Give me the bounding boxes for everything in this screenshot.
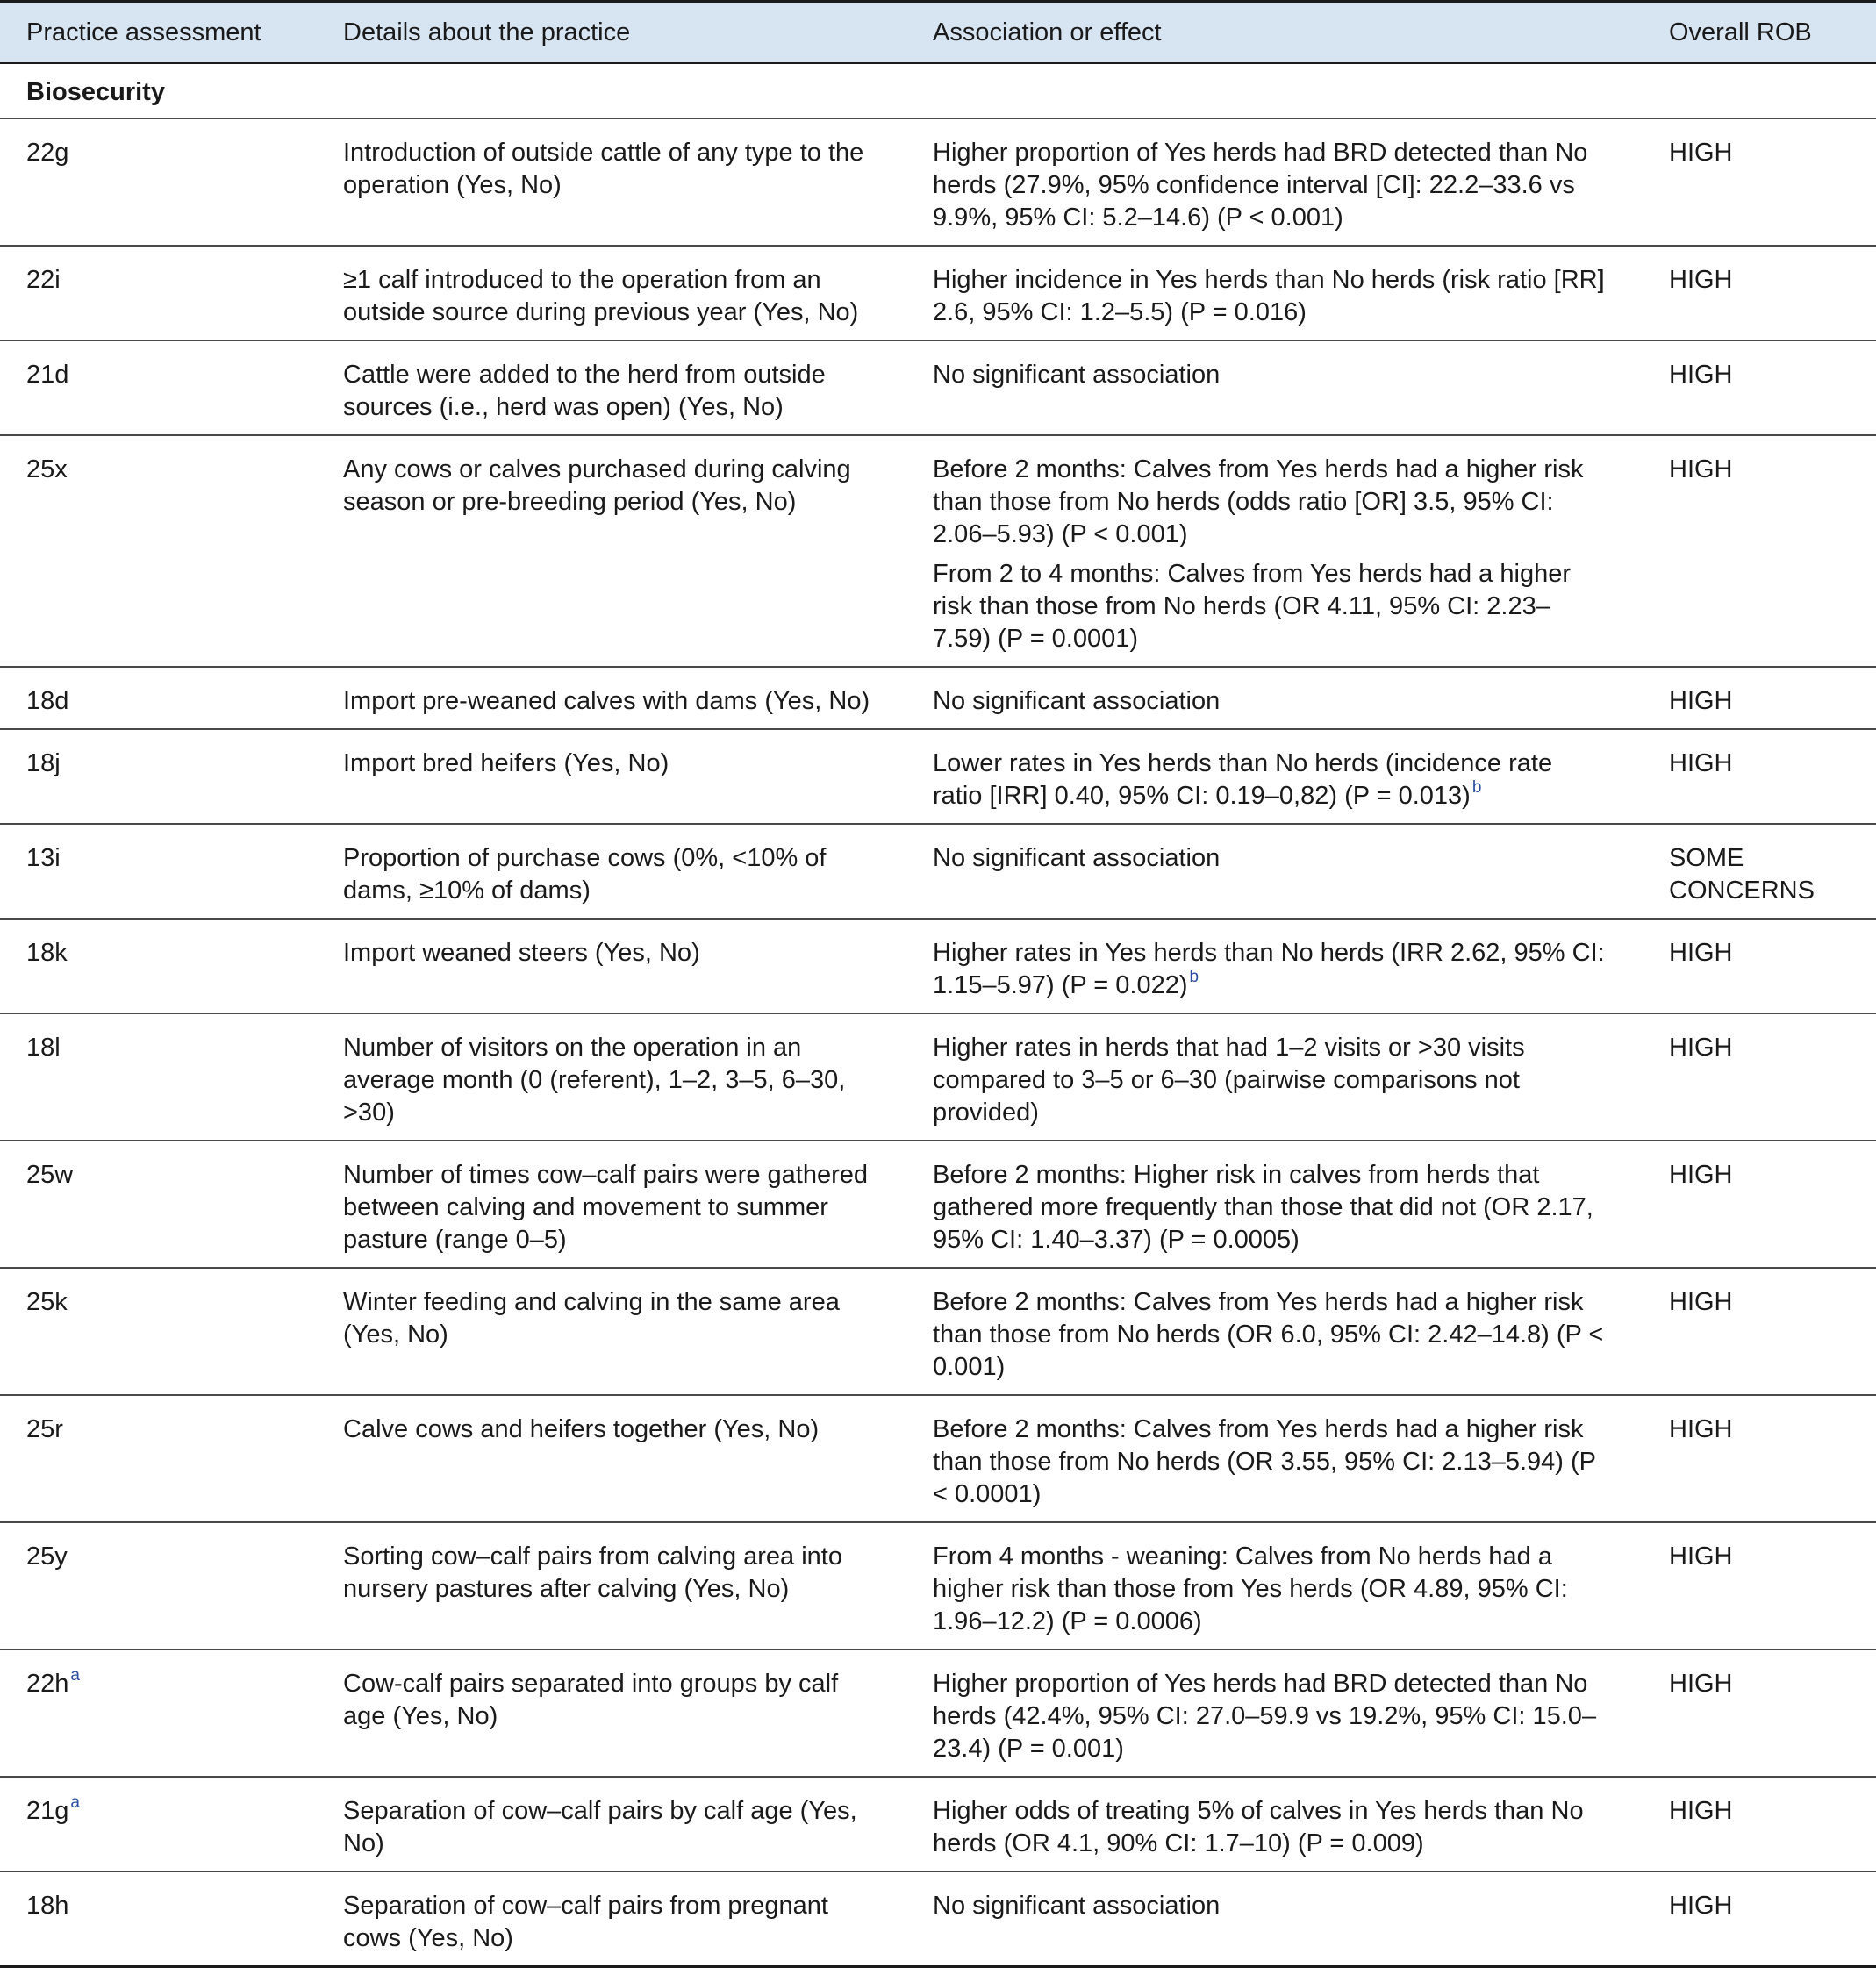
table-row xyxy=(0,340,1876,435)
table-row xyxy=(0,824,1876,919)
practice-details: Winter feeding and calving in the same area (Yes, No) xyxy=(316,1268,906,1395)
association-effect-value: Before 2 months: Calves from Yes herds had a higher risk than those from No herds (OR 3.55, 95% CI: 2.13–5.94) (P < 0.0001) xyxy=(933,1415,1596,1508)
overall-rob: HIGH xyxy=(1643,1650,1876,1777)
header-practice-assessment: Practice assessment xyxy=(0,2,316,64)
association-effect-value: Before 2 months: Calves from Yes herds had a higher risk than those from No herds (OR 6.0, 95% CI: 2.42–14.8) (P < 0.001) xyxy=(933,1288,1604,1381)
association-effect-cell xyxy=(906,1871,1643,1967)
table-row xyxy=(0,1650,1876,1777)
practice-code-cell xyxy=(0,1268,316,1395)
practice-code: 18j xyxy=(26,749,61,777)
overall-rob: HIGH xyxy=(1643,1871,1876,1967)
table-row xyxy=(0,246,1876,340)
practice-code: 25w xyxy=(26,1161,74,1189)
overall-rob: HIGH xyxy=(1643,1395,1876,1522)
association-effect-value: Higher rates in Yes herds than No herds (IRR 2.62, 95% CI: 1.15–5.97) (P = 0.022) xyxy=(933,939,1605,999)
footnote-marker: b xyxy=(1189,968,1199,987)
overall-rob: HIGH xyxy=(1643,919,1876,1013)
association-effect-value: Higher incidence in Yes herds than No herds (risk ratio [RR] 2.6, 95% CI: 1.2–5.5) (P = 0.016) xyxy=(933,266,1605,326)
overall-rob: HIGH xyxy=(1643,118,1876,246)
association-effect-text xyxy=(933,454,1607,551)
practice-code-cell xyxy=(0,340,316,435)
association-effect-text xyxy=(933,558,1607,655)
table-row xyxy=(0,1141,1876,1268)
table-row xyxy=(0,118,1876,246)
practice-details: Proportion of purchase cows (0%, <10% of dams, ≥10% of dams) xyxy=(316,824,906,919)
practice-code: 25y xyxy=(26,1542,68,1571)
practice-details: Calve cows and heifers together (Yes, No) xyxy=(316,1395,906,1522)
overall-rob: HIGH xyxy=(1643,1777,1876,1871)
practice-code: 21d xyxy=(26,361,69,389)
table-row xyxy=(0,729,1876,824)
practice-details: Import weaned steers (Yes, No) xyxy=(316,919,906,1013)
table-row xyxy=(0,919,1876,1013)
overall-rob: HIGH xyxy=(1643,340,1876,435)
practice-code: 25x xyxy=(26,455,68,483)
practice-details: Import bred heifers (Yes, No) xyxy=(316,729,906,824)
practice-code-cell xyxy=(0,1395,316,1522)
overall-rob: HIGH xyxy=(1643,1141,1876,1268)
table-header xyxy=(0,2,1876,64)
association-effect-value: No significant association xyxy=(933,687,1221,715)
table-row xyxy=(0,435,1876,667)
association-effect-value: No significant association xyxy=(933,361,1221,389)
association-effect-cell xyxy=(906,1141,1643,1268)
practice-details: Import pre-weaned calves with dams (Yes, No) xyxy=(316,667,906,729)
practice-details: Separation of cow–calf pairs from pregnant cows (Yes, No) xyxy=(316,1871,906,1967)
association-effect-text xyxy=(933,1286,1607,1384)
practice-code: 22i xyxy=(26,266,61,294)
association-effect-cell xyxy=(906,667,1643,729)
practice-code-cell xyxy=(0,1013,316,1141)
association-effect-value: From 4 months - weaning: Calves from No herds had a higher risk than those from Yes herds (OR 4.89, 95% CI: 1.96–12.2) (P = 0.0006) xyxy=(933,1542,1568,1635)
association-effect-cell xyxy=(906,1395,1643,1522)
practice-code-cell xyxy=(0,246,316,340)
overall-rob: HIGH xyxy=(1643,435,1876,667)
practice-details: Any cows or calves purchased during calving season or pre-breeding period (Yes, No) xyxy=(316,435,906,667)
association-effect-cell xyxy=(906,824,1643,919)
section-title: Biosecurity xyxy=(0,63,1876,118)
practice-code-cell xyxy=(0,667,316,729)
practice-code-cell xyxy=(0,118,316,246)
overall-rob: HIGH xyxy=(1643,1013,1876,1141)
practice-code-cell xyxy=(0,435,316,667)
practice-code-cell xyxy=(0,1522,316,1650)
practice-code-cell xyxy=(0,1141,316,1268)
practice-code-cell xyxy=(0,919,316,1013)
association-effect-text xyxy=(933,264,1607,329)
association-effect-text xyxy=(933,937,1607,1002)
association-effect-cell xyxy=(906,1013,1643,1141)
practice-code-cell xyxy=(0,1650,316,1777)
association-effect-cell xyxy=(906,729,1643,824)
table-row xyxy=(0,1522,1876,1650)
association-effect-text xyxy=(933,842,1607,875)
association-effect-value: Higher rates in herds that had 1–2 visits or >30 visits compared to 3–5 or 6–30 (pairwise comparisons not provided) xyxy=(933,1034,1525,1127)
association-effect-value: Before 2 months: Calves from Yes herds had a higher risk than those from No herds (odds ratio [OR] 3.5, 95% CI: 2.06–5.93) (P < 0.001) xyxy=(933,455,1584,548)
practice-code-cell xyxy=(0,729,316,824)
association-effect-cell xyxy=(906,1268,1643,1395)
association-effect-cell xyxy=(906,340,1643,435)
header-association-effect: Association or effect xyxy=(906,2,1643,64)
association-effect-cell xyxy=(906,118,1643,246)
overall-rob: HIGH xyxy=(1643,667,1876,729)
association-effect-cell xyxy=(906,919,1643,1013)
association-effect-text xyxy=(933,1795,1607,1860)
practice-details: Cattle were added to the herd from outside sources (i.e., herd was open) (Yes, No) xyxy=(316,340,906,435)
overall-rob: HIGH xyxy=(1643,1522,1876,1650)
practice-code: 25r xyxy=(26,1415,63,1443)
table-row xyxy=(0,1013,1876,1141)
association-effect-text xyxy=(933,359,1607,391)
header-overall-rob: Overall ROB xyxy=(1643,2,1876,64)
table-row xyxy=(0,1268,1876,1395)
association-effect-value: Higher proportion of Yes herds had BRD detected than No herds (27.9%, 95% confidence interval [CI]: 22.2–33.6 vs 9.9%, 95% CI: 5.2–14.6) (P < 0.001) xyxy=(933,139,1588,232)
overall-rob: HIGH xyxy=(1643,246,1876,340)
practice-code: 18k xyxy=(26,939,68,967)
association-effect-value: From 2 to 4 months: Calves from Yes herds had a higher risk than those from No herds (OR 4.11, 95% CI: 2.23–7.59) (P = 0.0001) xyxy=(933,560,1571,653)
practice-code-cell xyxy=(0,1777,316,1871)
association-effect-text xyxy=(933,1032,1607,1129)
association-effect-value: No significant association xyxy=(933,844,1221,872)
association-effect-text xyxy=(933,1668,1607,1765)
association-effect-text xyxy=(933,1890,1607,1922)
header-row xyxy=(0,2,1876,64)
practice-details: Sorting cow–calf pairs from calving area into nursery pastures after calving (Yes, No) xyxy=(316,1522,906,1650)
practice-code: 25k xyxy=(26,1288,68,1316)
practice-code: 18d xyxy=(26,687,69,715)
practice-details: ≥1 calf introduced to the operation from an outside source during previous year (Yes, No) xyxy=(316,246,906,340)
association-effect-value: No significant association xyxy=(933,1892,1221,1920)
footnote-marker: b xyxy=(1471,778,1482,798)
practice-details: Introduction of outside cattle of any type to the operation (Yes, No) xyxy=(316,118,906,246)
footnote-marker: a xyxy=(70,1793,80,1813)
practice-code: 22h xyxy=(26,1670,69,1698)
practice-details: Number of times cow–calf pairs were gathered between calving and movement to summer pasture (range 0–5) xyxy=(316,1141,906,1268)
practice-details: Separation of cow–calf pairs by calf age (Yes, No) xyxy=(316,1777,906,1871)
association-effect-value: Higher odds of treating 5% of calves in Yes herds than No herds (OR 4.1, 90% CI: 1.7–10) (P = 0.009) xyxy=(933,1797,1584,1857)
association-effect-cell xyxy=(906,246,1643,340)
footnote-marker: a xyxy=(70,1666,80,1685)
header-details: Details about the practice xyxy=(316,2,906,64)
table-row xyxy=(0,667,1876,729)
association-effect-cell xyxy=(906,1777,1643,1871)
practice-details: Cow-calf pairs separated into groups by calf age (Yes, No) xyxy=(316,1650,906,1777)
practice-code-cell xyxy=(0,1871,316,1967)
association-effect-value: Higher proportion of Yes herds had BRD detected than No herds (42.4%, 95% CI: 27.0–59.9 vs 19.2%, 95% CI: 15.0–23.4) (P = 0.001) xyxy=(933,1670,1597,1763)
association-effect-text xyxy=(933,1159,1607,1256)
practice-code-cell xyxy=(0,824,316,919)
association-effect-text xyxy=(933,748,1607,812)
association-effect-value: Lower rates in Yes herds than No herds (incidence rate ratio [IRR] 0.40, 95% CI: 0.19–0,82) (P = 0.013) xyxy=(933,749,1553,810)
association-effect-cell xyxy=(906,1650,1643,1777)
association-effect-cell xyxy=(906,1522,1643,1650)
overall-rob: SOME CONCERNS xyxy=(1643,824,1876,919)
table-body xyxy=(0,63,1876,1967)
association-effect-text xyxy=(933,1413,1607,1511)
practice-code: 18h xyxy=(26,1892,69,1920)
association-effect-text xyxy=(933,685,1607,718)
table-row xyxy=(0,1871,1876,1967)
table-row xyxy=(0,1395,1876,1522)
practice-code: 22g xyxy=(26,139,69,167)
overall-rob: HIGH xyxy=(1643,729,1876,824)
practice-details: Number of visitors on the operation in an average month (0 (referent), 1–2, 3–5, 6–30, >30) xyxy=(316,1013,906,1141)
table-row xyxy=(0,1777,1876,1871)
section-row xyxy=(0,63,1876,118)
association-effect-text xyxy=(933,137,1607,234)
association-effect-value: Before 2 months: Higher risk in calves from herds that gathered more frequently than those that did not (OR 2.17, 95% CI: 1.40–3.37) (P = 0.0005) xyxy=(933,1161,1593,1254)
association-effect-text xyxy=(933,1541,1607,1638)
overall-rob: HIGH xyxy=(1643,1268,1876,1395)
practice-code: 18l xyxy=(26,1034,61,1062)
practice-code: 21g xyxy=(26,1797,69,1825)
association-effect-cell xyxy=(906,435,1643,667)
practice-code: 13i xyxy=(26,844,61,872)
